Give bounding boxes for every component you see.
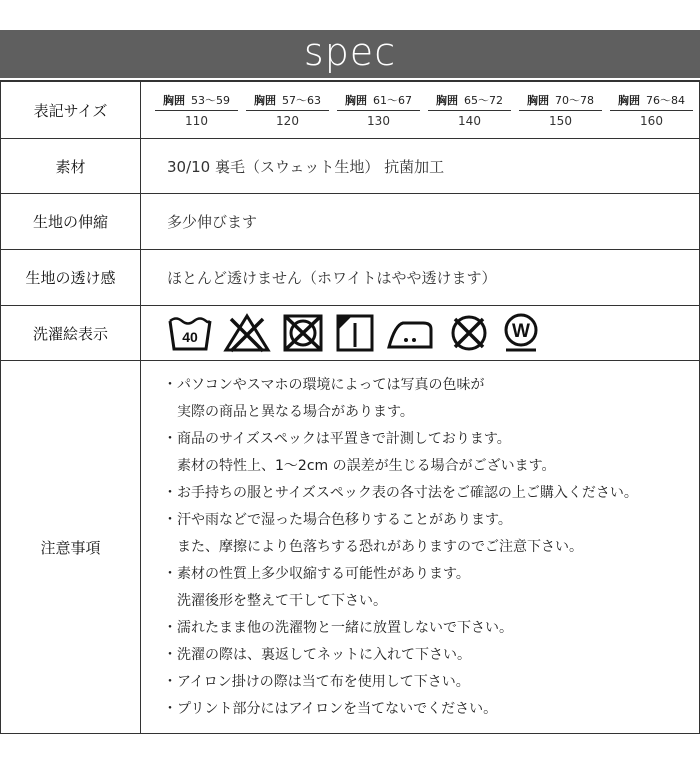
chest-value: 76～84 (646, 94, 685, 107)
no-dry-clean-icon (447, 313, 491, 353)
stretch-label: 生地の伸縮 (1, 194, 141, 250)
sheer-row (1, 250, 700, 306)
chest-value: 57～63 (282, 94, 321, 107)
spec-header (0, 30, 700, 78)
size-row-label: 表記サイズ (1, 81, 141, 139)
care-row (1, 306, 700, 361)
sheer-value: ほとんど透けません（ホワイトはやや透けます） (141, 250, 700, 306)
chest-label: 胸囲 (345, 94, 367, 107)
note-item (163, 507, 699, 561)
chest-value: 70～78 (555, 94, 594, 107)
chest-range (337, 92, 420, 111)
material-value: 30/10 裏毛（スウェット生地） 抗菌加工 (141, 139, 700, 194)
notes-row (1, 361, 700, 734)
note-item (163, 696, 699, 723)
stretch-value: 多少伸びます (141, 194, 700, 250)
chest-value: 65～72 (464, 94, 503, 107)
chest-range (519, 92, 602, 111)
no-bleach-icon (223, 313, 271, 353)
sheer-label: 生地の透け感 (1, 250, 141, 306)
chest-value: 53～59 (191, 94, 230, 107)
svg-text:40: 40 (182, 329, 198, 345)
note-item (163, 426, 699, 480)
notes-cell (141, 361, 700, 734)
chest-range (610, 92, 693, 111)
spec-table (0, 80, 700, 734)
chest-value: 61～67 (373, 94, 412, 107)
line-dry-shade-icon (335, 313, 375, 353)
material-row (1, 139, 700, 194)
chest-label: 胸囲 (254, 94, 276, 107)
chest-label: 胸囲 (527, 94, 549, 107)
size-value: 120 (276, 114, 299, 128)
size-value: 160 (640, 114, 663, 128)
size-row (1, 81, 700, 139)
note-continuation: 洗濯後形を整えて干して下さい。 (177, 592, 387, 609)
note-text: ・商品のサイズスペックは平置きで計測しております。 (163, 430, 511, 447)
spec-title: spec (303, 30, 397, 74)
size-row-value (141, 81, 700, 139)
note-text: ・パソコンやスマホの環境によっては写真の色味が (163, 376, 485, 393)
care-label: 洗濯絵表示 (1, 306, 141, 361)
size-column (424, 92, 515, 128)
size-column (151, 92, 242, 128)
note-text: ・お手持ちの服とサイズスペック表の各寸法をご確認の上ご購入ください。 (163, 484, 638, 501)
size-column (242, 92, 333, 128)
note-text: ・アイロン掛けの際は当て布を使用して下さい。 (163, 673, 470, 690)
note-item (163, 561, 699, 615)
care-icons-cell (141, 306, 700, 361)
size-list (141, 92, 699, 128)
note-text: ・汗や雨などで湿った場合色移りすることがあります。 (163, 511, 512, 528)
iron-low-icon (385, 313, 437, 353)
note-text: ・洗濯の際は、裏返してネットに入れて下さい。 (163, 646, 471, 663)
size-value: 110 (185, 114, 208, 128)
chest-label: 胸囲 (163, 94, 185, 107)
size-column (333, 92, 424, 128)
chest-label: 胸囲 (618, 94, 640, 107)
note-text: ・プリント部分にはアイロンを当てないでください。 (163, 700, 498, 717)
note-item (163, 615, 699, 642)
note-continuation: 素材の特性上、1～2cm の誤差が生じる場合がございます。 (177, 457, 556, 474)
size-column (515, 92, 606, 128)
notes-label: 注意事項 (1, 361, 141, 734)
note-item (163, 669, 699, 696)
wash-40-icon (167, 313, 213, 353)
note-item (163, 642, 699, 669)
note-text: ・濡れたまま他の洗濯物と一緒に放置しないで下さい。 (163, 619, 513, 636)
size-value: 130 (367, 114, 390, 128)
chest-label: 胸囲 (436, 94, 458, 107)
chest-range (428, 92, 511, 111)
note-text: ・素材の性質上多少収縮する可能性があります。 (163, 565, 470, 582)
note-item (163, 480, 699, 507)
note-continuation: また、摩擦により色落ちする恐れがありますのでご注意下さい。 (177, 538, 583, 555)
svg-text:W: W (512, 321, 530, 342)
size-column (606, 92, 697, 128)
wet-clean-icon (501, 313, 541, 353)
notes-list (141, 372, 699, 723)
size-value: 150 (549, 114, 572, 128)
no-tumble-dry-icon (281, 313, 325, 353)
note-continuation: 実際の商品と異なる場合があります。 (177, 403, 414, 420)
chest-range (155, 92, 238, 111)
care-icons (167, 313, 699, 353)
note-item (163, 372, 699, 426)
stretch-row (1, 194, 700, 250)
chest-range (246, 92, 329, 111)
material-label: 素材 (1, 139, 141, 194)
size-value: 140 (458, 114, 481, 128)
